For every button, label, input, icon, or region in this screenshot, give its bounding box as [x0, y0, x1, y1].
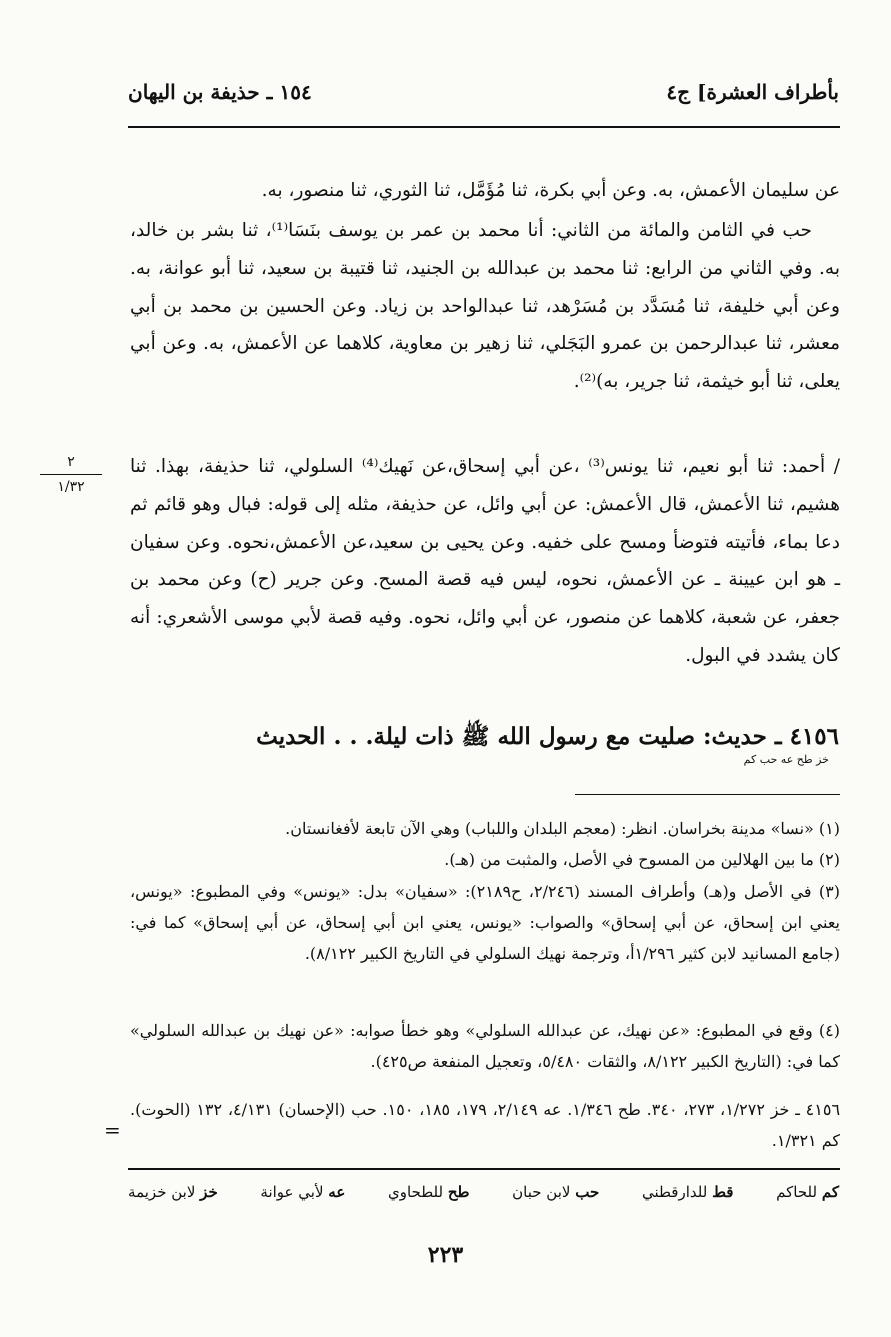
body-paragraph-2: حب في الثامن والمائة من الثاني: أنا محمد بن عمر بن يوسف بنَسَا⁽¹⁾، ثنا بشر بن خالد، به. وفي الثاني من الرابع: ثنا محمد بن عبدالله بن الجنيد، ثنا قتيبة بن سعيد، ثنا أبو عوانة، به. وعن أبي خليفة، ثنا مُسَدَّد بن مُسَرْهد، ثنا عبدالواحد بن زياد. وعن الحسين بن محمد بن أبي معشر، ثنا عبدالرحمن بن عمرو البَجَلي، ثنا زهير بن معاوية، كلاهما عن الأعمش، به. وعن أبي يعلى، ثنا أبو خيثمة، ثنا جرير، به)⁽²⁾. — [130, 220, 840, 393]
running-header-book-title: بأطراف العشرة] ج٤ — [666, 80, 839, 104]
abbreviation-legend — [128, 1183, 839, 1201]
hadith-sigla: خز طح عه حب كم — [743, 753, 829, 766]
margin-ref-bottom: ١/٣٢ — [57, 479, 85, 495]
footnote-separator — [575, 794, 840, 795]
margin-ref-top: ٢ — [67, 454, 75, 470]
legend-item: حب لابن حبان — [512, 1183, 600, 1201]
continuation-mark: = — [104, 1118, 121, 1142]
footnote-3: (٣) في الأصل و(هـ) وأطراف المسند (٢/٢٤٦، ح٢١٨٩): «سفيان» بدل: «يونس» وفي المطبوع: «يونس، يعني ابن إسحاق، عن أبي إسحاق» والصواب: «يونس، يعني ابن أبي إسحاق، عن أبي إسحاق» كما في: (جامع المسانيد لابن كثير ١/٢٩٦أ، وترجمة نهيك السلولي في التاريخ الكبير ٨/١٢٢). — [130, 882, 841, 963]
page-number: ٢٢٣ — [427, 1242, 464, 1268]
body-paragraph-3: / أحمد: ثنا أبو نعيم، ثنا يونس⁽³⁾ ،عن أبي إسحاق،عن نَهيك⁽⁴⁾ السلولي، ثنا حذيفة، بهذا. ثنا هشيم، ثنا الأعمش، قال الأعمش: عن أبي وائل، عن حذيفة، مثله إلى قوله: فبال وهو قائم ثم دعا بماء، فأتيته فتوضأ ومسح على خفيه. وعن يحيى بن سعيد،عن الأعمش،نحوه. وعن سفيان ـ هو ابن عيينة ـ عن الأعمش، نحوه، ليس فيه قصة المسح. وعن جرير (ح) وعن محمد بن جعفر، عن شعبة، كلاهما عن منصور، عن أبي وائل، نحوه. وفيه قصة لأبي موسى الأشعري: أنه كان يشدد في البول. — [130, 456, 840, 666]
running-header-entry-title: ١٥٤ ـ حذيفة بن اليهان — [128, 80, 312, 104]
header-rule — [128, 126, 840, 128]
footnote-2: (٢) ما بين الهلالين من المسوح في الأصل، والمثبت من (هـ). — [444, 850, 840, 869]
margin-ref-divider — [40, 474, 102, 475]
footnote-1: (١) «نسا» مدينة بخراسان. انظر: (معجم البلدان واللباب) وهي الآن تابعة لأفغانستان. — [285, 819, 840, 838]
legend-item: خز لابن خزيمة — [128, 1183, 218, 1201]
footnote-4: (٤) وقع في المطبوع: «عن نهيك، عن عبدالله السلولي» وهو خطأ صوابه: «عن نهيك بن عبدالله السلولي» كما في: (التاريخ الكبير ٨/١٢٢، والثقات ٥/٤٨٠، وتعجيل المنفعة ص٤٢٥). — [130, 1021, 840, 1071]
margin-volume-reference — [34, 452, 108, 497]
body-paragraph-1: عن سليمان الأعمش، به. وعن أبي بكرة، ثنا مُؤَمَّل، ثنا الثوري، ثنا منصور، به. — [261, 180, 840, 201]
hadith-heading: ٤١٥٦ ـ حديث: صليت مع رسول الله ﷺ ذات ليلة. . . الحديث — [256, 723, 839, 750]
legend-rule — [128, 1168, 840, 1170]
sources-note: ٤١٥٦ ـ خز ١/٢٧٢، ٢٧٣، ٣٤٠. طح ١/٣٤٦. عه ٢/١٤٩، ١٧٩، ١٨٥، ١٥٠. حب (الإحسان) ٤/١٣١، ١٣٢ (الحوت). كم ١/٣٢١. — [130, 1100, 841, 1150]
legend-item: قط للدارقطني — [641, 1183, 734, 1201]
legend-item: كم للحاكم — [776, 1183, 839, 1201]
legend-item: طح للطحاوي — [387, 1183, 470, 1201]
legend-item: عه لأبي عوانة — [260, 1183, 346, 1201]
